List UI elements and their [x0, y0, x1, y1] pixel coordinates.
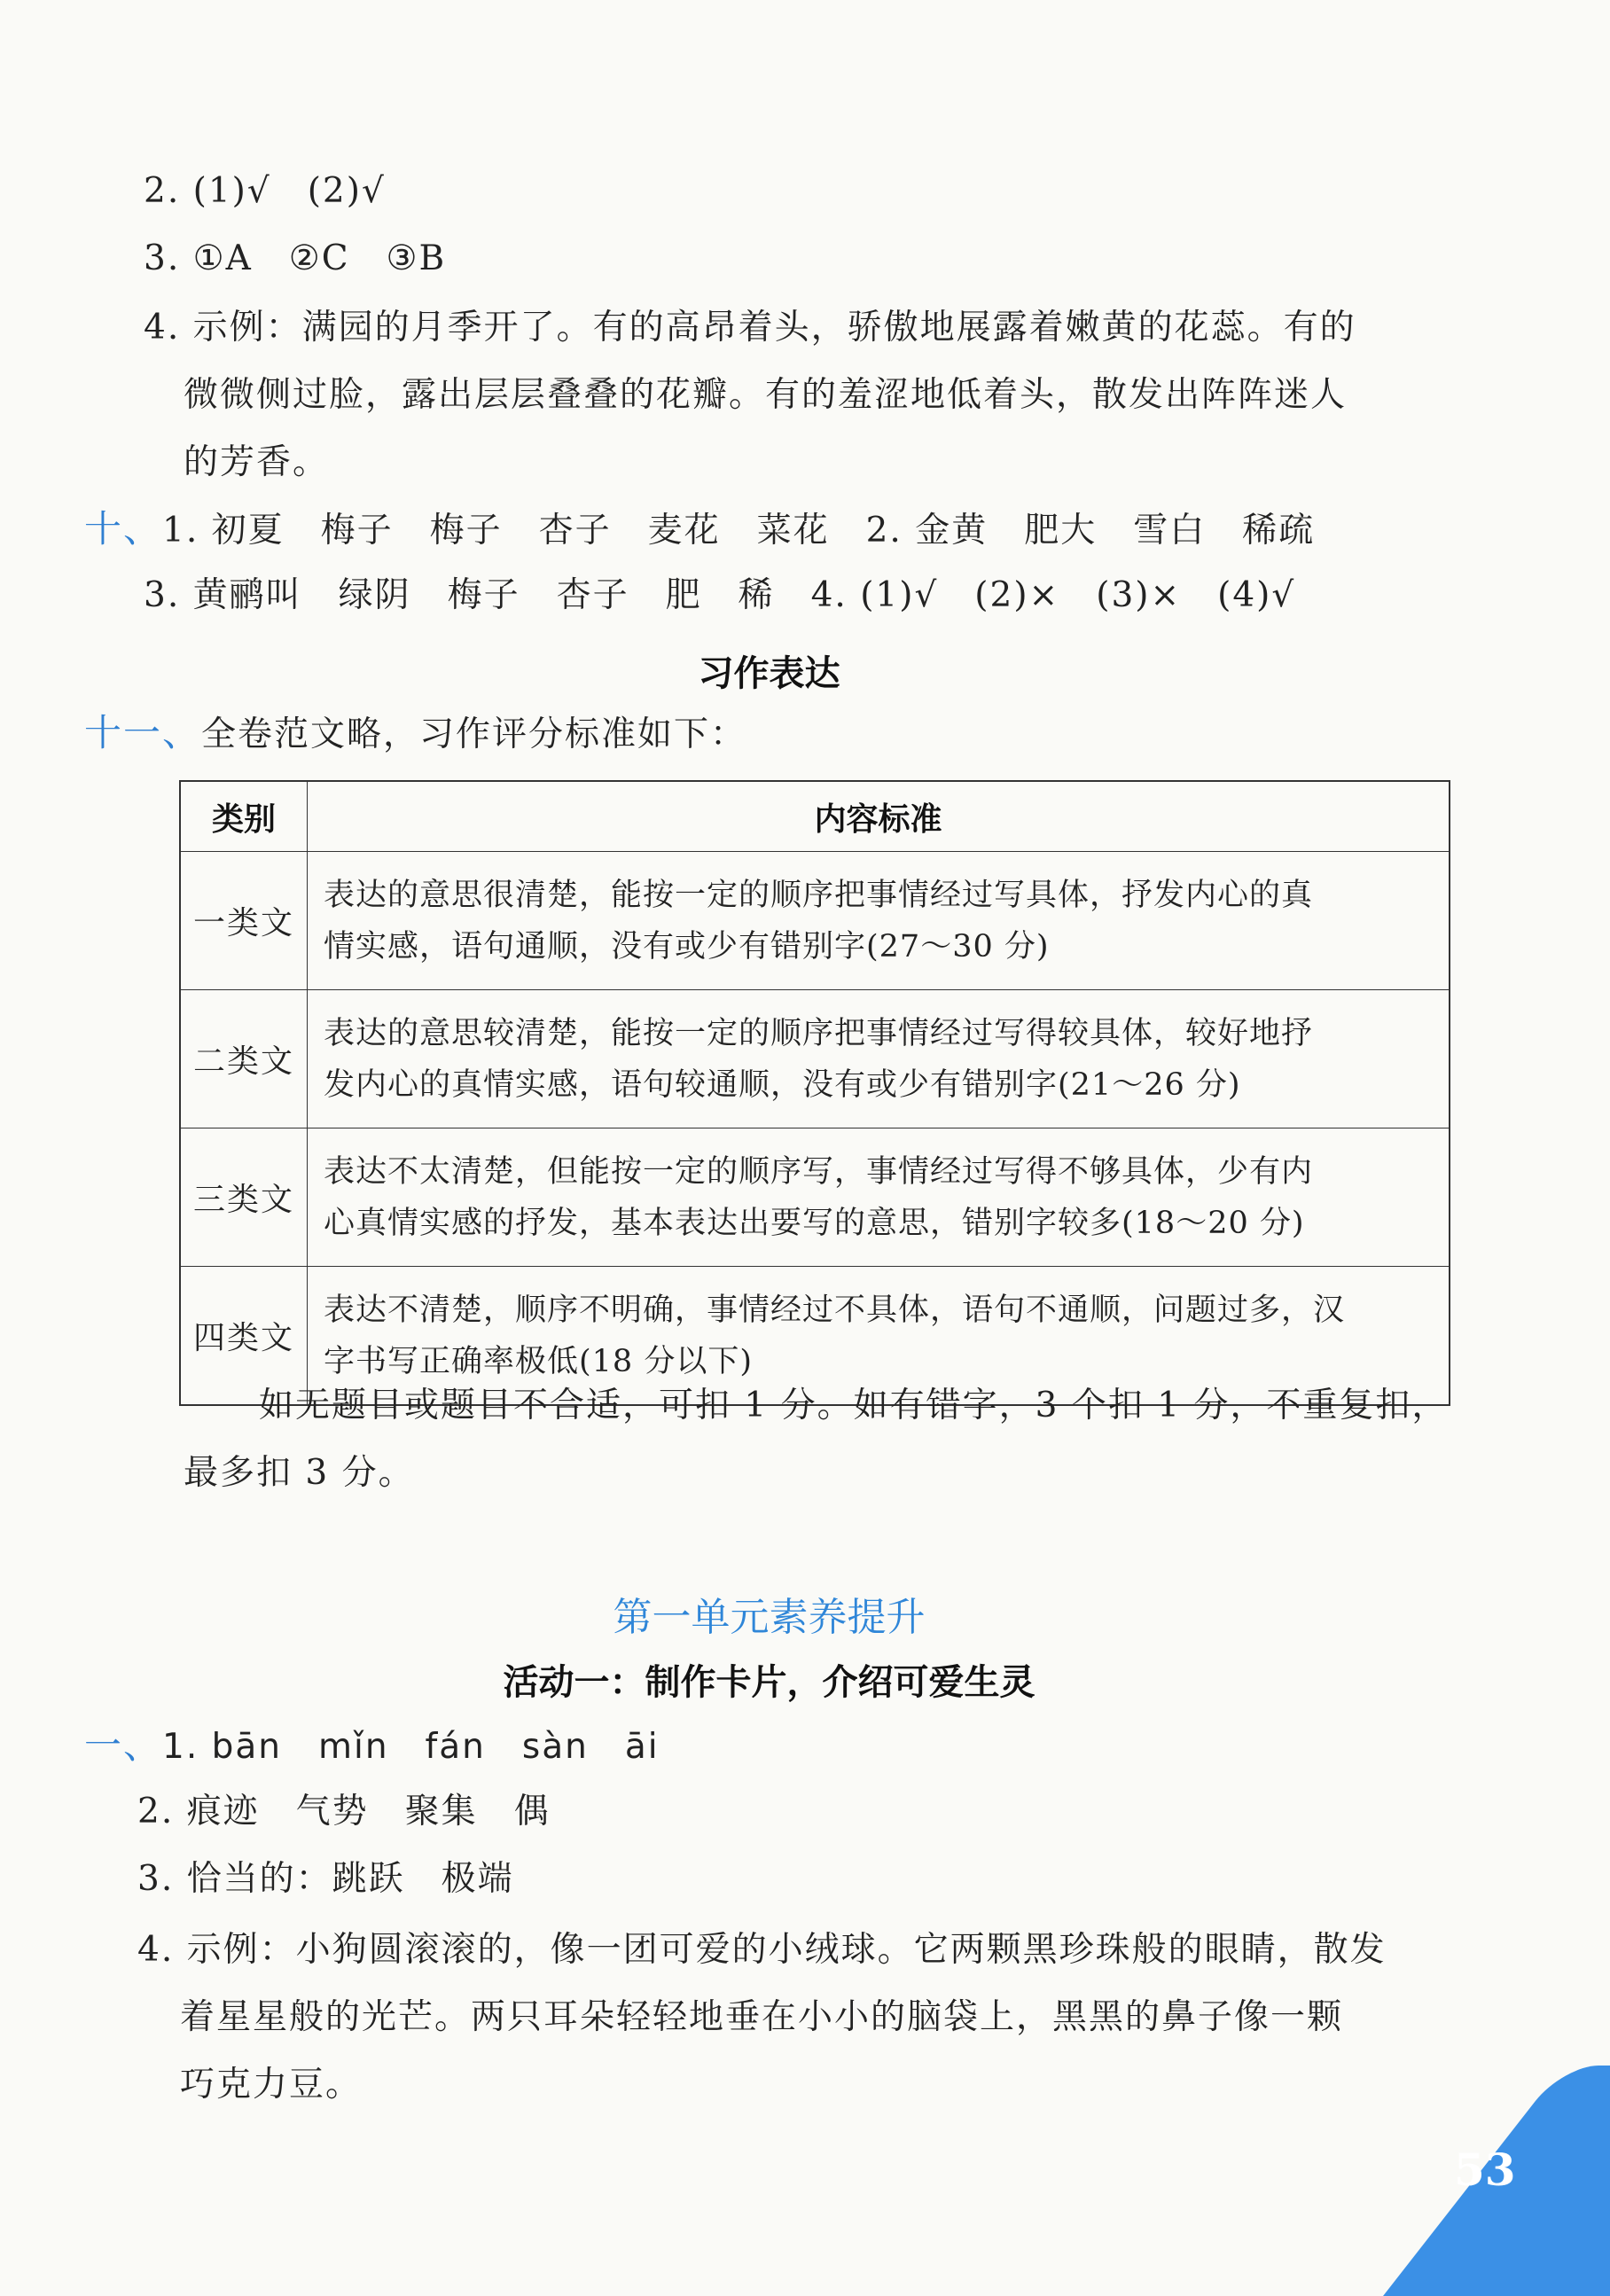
unit-answer-3: 3. 恰当的：跳跃 极端	[137, 1859, 514, 1899]
table-row	[180, 1267, 1450, 1406]
answer-4-line3: 的芳香。	[184, 442, 330, 482]
page-number: 53	[1454, 2144, 1516, 2196]
answer-4-line1: 4. 示例：满园的月季开了。有的高昂着头，骄傲地展露着嫩黄的花蕊。有的	[144, 308, 1356, 348]
section-11-intro: 十一、全卷范文略，习作评分标准如下：	[84, 711, 747, 754]
activity-title: 活动一：制作卡片，介绍可爱生灵	[503, 1662, 1036, 1703]
unit-answer-2: 2. 痕迹 气势 聚集 偶	[137, 1792, 551, 1831]
section-10-marker: 十、	[84, 507, 163, 551]
grading-rubric-table	[179, 780, 1450, 1406]
unit-answer-4-line1: 4. 示例：小狗圆滚滚的，像一团可爱的小绒球。它两颗黑珍珠般的眼睛，散发	[137, 1930, 1387, 1970]
answer-2: 2. (1)√ (2)√	[144, 171, 386, 211]
unit-answer-4-line3: 巧克力豆。	[180, 2065, 363, 2105]
row-category: 二类文	[180, 990, 308, 1128]
row-criteria: 表达的意思较清楚，能按一定的顺序把事情经过写得较具体，较好地抒 发内心的真情实感，语句较通顺，没有或少有错别字(21～26 分)	[308, 990, 1450, 1128]
row-criteria: 表达的意思很清楚，能按一定的顺序把事情经过写具体，抒发内心的真 情实感，语句通顺，没有或少有错别字(27～30 分)	[308, 852, 1450, 990]
row-category: 一类文	[180, 852, 308, 990]
header-category: 类别	[180, 781, 308, 852]
row-criteria: 表达不清楚，顺序不明确，事情经过不具体，语句不通顺，问题过多，汉 字书写正确率极低(18 分以下)	[308, 1267, 1450, 1406]
deduction-note-line1: 如无题目或题目不合适，可扣 1 分。如有错字，3 个扣 1 分，不重复扣，	[259, 1386, 1449, 1425]
unit-answer-1: 一、1. bān mǐn fán sàn āi	[84, 1723, 660, 1767]
row-category: 四类文	[180, 1267, 308, 1406]
row-category: 三类文	[180, 1128, 308, 1267]
section-10-line2: 3. 黄鹂叫 绿阴 梅子 杏子 肥 稀 4. (1)√ (2)× (3)× (4)√	[144, 575, 1296, 615]
unit-answer-4-line2: 着星星般的光芒。两只耳朵轻轻地垂在小小的脑袋上，黑黑的鼻子像一颗	[180, 1997, 1344, 2037]
row-criteria: 表达不太清楚，但能按一定的顺序写，事情经过写得不够具体，少有内 心真情实感的抒发，基本表达出要写的意思，错别字较多(18～20 分)	[308, 1128, 1450, 1267]
table-row	[180, 990, 1450, 1128]
answer-3: 3. ①A ②C ③B	[144, 238, 447, 278]
table-header-row	[180, 781, 1450, 852]
table-row	[180, 852, 1450, 990]
unit-section-marker: 一、	[84, 1723, 163, 1767]
section-10-line1: 十、1. 初夏 梅子 梅子 杏子 麦花 菜花 2. 金黄 肥大 雪白 稀疏	[84, 507, 1316, 551]
answer-4-line2: 微微侧过脸，露出层层叠叠的花瓣。有的羞涩地低着头，散发出阵阵迷人	[184, 375, 1348, 415]
header-criteria: 内容标准	[308, 781, 1450, 852]
deduction-note-line2: 最多扣 3 分。	[184, 1453, 415, 1493]
writing-section-title: 习作表达	[698, 653, 840, 694]
section-11-marker: 十一、	[84, 711, 202, 754]
unit-title: 第一单元素养提升	[613, 1595, 926, 1640]
table-row	[180, 1128, 1450, 1267]
